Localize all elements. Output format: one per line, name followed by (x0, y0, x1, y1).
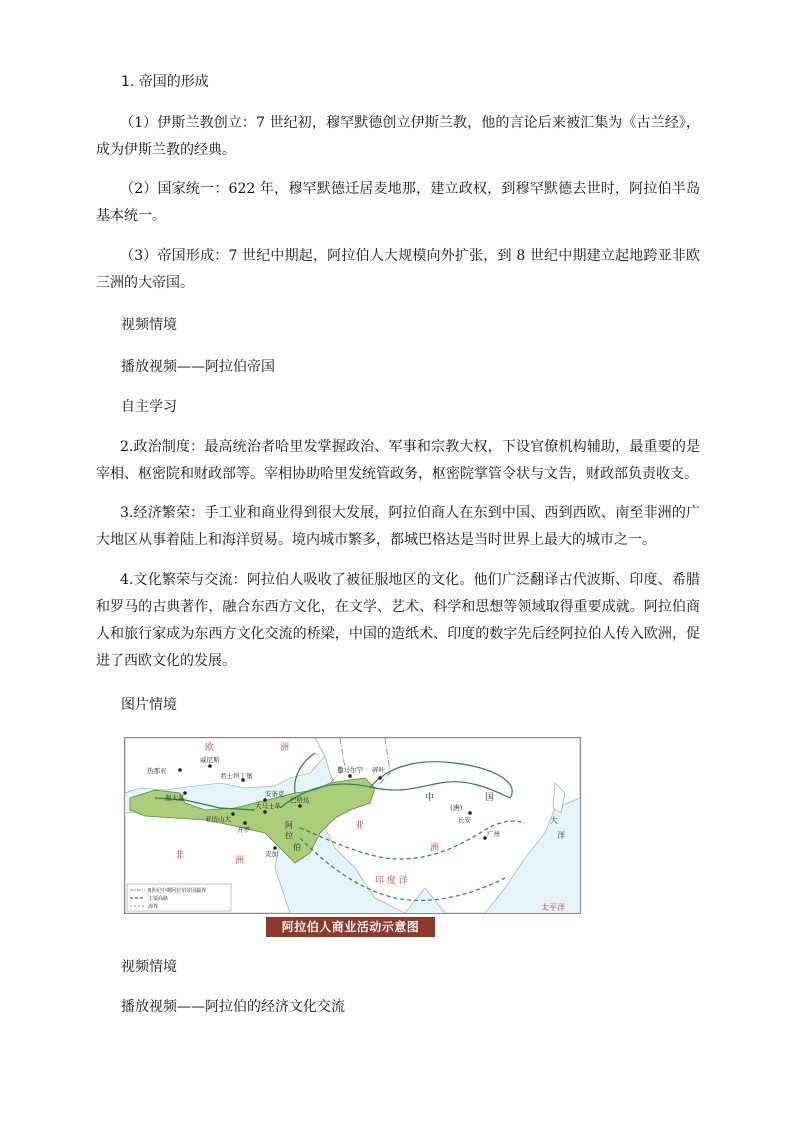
region-label-africa-1: 非 (175, 851, 185, 861)
section-heading: 1. 帝国的形成 (121, 74, 209, 90)
city-dot-damascus (263, 810, 267, 814)
trade-map-svg (125, 738, 580, 913)
region-label-europe-2: 洲 (280, 743, 290, 753)
label-picture-context: 图片情境 (121, 697, 177, 713)
legend-label-sea: 海界 (148, 904, 159, 910)
legend-label-route: 主要商路 (148, 896, 169, 902)
city-label-mecca: 麦加 (265, 850, 278, 858)
city-dot-suyab (378, 776, 382, 780)
city-dot-changan (468, 811, 472, 815)
city-label-changan: 长安 (458, 816, 471, 824)
city-dot-cairo (243, 821, 247, 825)
city-dot-venice (208, 764, 212, 768)
city-label-genoa: 热那亚 (147, 767, 167, 775)
legend-label-boundary: 8世纪中期阿拉伯帝国疆界 (148, 888, 207, 894)
city-label-baghdad: 巴格达 (290, 796, 310, 804)
region-label-daxi: 大 (550, 816, 558, 825)
region-label-asia-2: 洲 (430, 843, 440, 853)
map-legend (127, 884, 231, 911)
paragraph-culture: 4.文化繁荣与交流：阿拉伯人吸收了被征服地区的文化。他们广泛翻译古代波斯、印度、希腊和罗马的古典著作，融合东西方文化，在文学、艺术、科学和思想等领域取得重要成就。阿拉伯商人和旅行家成为东西方文化交流的桥梁，中国的造纸术、印度的数字先后经阿拉伯人传入欧洲，促进了西欧文化的发展。 (96, 572, 700, 669)
region-label-han: 洋 (557, 831, 565, 840)
city-label-cairo: 开罗 (237, 826, 250, 834)
paragraph-political-system: 2.政治制度：最高统治者哈里发掌握政治、军事和宗教大权，下设官僚机构辅助，最重要的是宰相、枢密院和财政部等。宰相协助哈里发统管政务，枢密院掌管令状与文告，财政部负责收支。 (96, 439, 700, 482)
label-play-video-exchange[interactable]: 播放视频——阿拉伯的经济文化交流 (121, 999, 345, 1015)
city-label-samarkand: 撒马尔罕 (337, 766, 363, 774)
region-label-indian-ocean: 印 度 洋 (375, 876, 408, 886)
city-dot-baghdad (298, 804, 302, 808)
city-label-guangzhou: 广州 (487, 830, 500, 838)
city-dot-samarkand (348, 774, 352, 778)
region-label-pacific: 太平洋 (541, 903, 565, 912)
paragraph-islam-founding: （1）伊斯兰教创立：7 世纪初，穆罕默德创立伊斯兰教，他的言论后来被汇集为《古兰经》，成为伊斯兰教的经典。 (96, 115, 700, 158)
city-dot-alexandria (231, 812, 235, 816)
region-label-arabia-3: 伯 (293, 843, 301, 852)
city-label-constantinople: 君士坦丁堡 (220, 772, 253, 780)
city-label-carthage: 迦太基 (165, 794, 185, 802)
map-caption: 阿拉伯人商业活动示意图 (266, 917, 435, 937)
region-label-africa-2: 洲 (235, 856, 245, 866)
city-label-antioch: 安条克 (265, 790, 285, 798)
label-play-video-empire[interactable]: 播放视频——阿拉伯帝国 (121, 359, 275, 375)
region-label-europe-1: 欧 (205, 743, 215, 753)
region-label-china-1: 中 (425, 793, 435, 803)
region-label-asia-1: 亚 (355, 821, 365, 831)
trade-map (124, 737, 581, 914)
region-label-arabia-1: 阿 (285, 821, 293, 830)
city-label-suyab: 碎叶 (372, 766, 385, 774)
city-dot-genoa (178, 768, 182, 772)
label-self-study: 自主学习 (121, 399, 177, 415)
paragraph-unification: （2）国家统一：622 年，穆罕默德迁居麦地那，建立政权，到穆罕默德去世时，阿拉伯半岛基本统一。 (96, 181, 700, 224)
city-label-venice: 威尼斯 (200, 756, 220, 764)
city-label-damascus: 大马士革 (255, 802, 281, 810)
paragraph-economy: 3.经济繁荣：手工业和商业得到很大发展，阿拉伯商人在东到中国、西到西欧、南至非洲的广大地区从事着陆上和海洋贸易。境内城市繁多，都城巴格达是当时世界上最大的城市之一。 (96, 505, 700, 548)
region-label-tang: (唐) (450, 804, 463, 812)
region-label-china-2: 国 (485, 793, 495, 803)
paragraph-empire-formation: （3）帝国形成：7 世纪中期起，阿拉伯人大规模向外扩张，到 8 世纪中期建立起地跨亚非欧三洲的大帝国。 (96, 248, 700, 291)
label-video-context-2: 视频情境 (121, 959, 177, 975)
region-label-arabia-2: 拉 (285, 831, 293, 840)
label-video-context: 视频情境 (121, 317, 177, 333)
city-label-alexandria: 亚历山大 (205, 815, 231, 823)
